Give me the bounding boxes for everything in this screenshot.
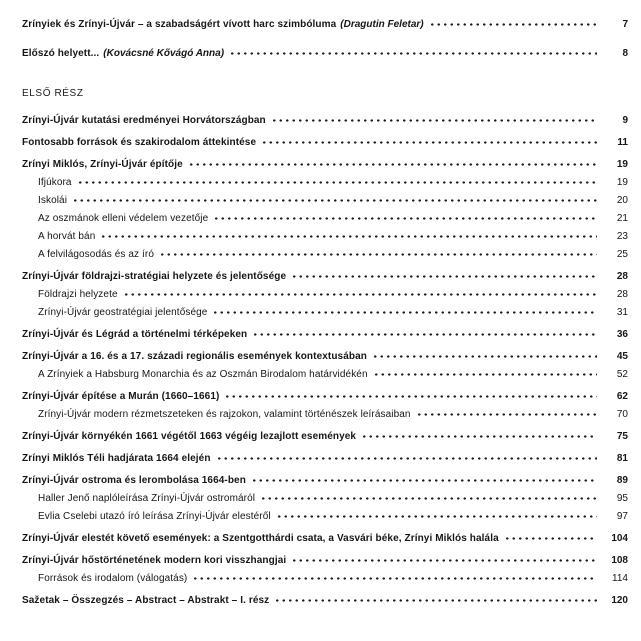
toc-entry-page: 11 <box>617 137 628 148</box>
toc-entry-author: (Dragutin Feletar) <box>340 19 424 30</box>
toc-entry-page: 104 <box>611 533 628 544</box>
toc-entry-title: Evlia Cselebi utazó író leírása Zrínyi-Újvár elestéről <box>38 511 271 522</box>
dot-leader <box>274 593 597 603</box>
toc-entry-title: Zrínyi-Újvár a 16. és a 17. századi regionális események kontextusában <box>22 351 367 362</box>
dot-leader <box>429 17 597 27</box>
toc-entry-page: 89 <box>616 475 628 486</box>
toc-entry-title: Zrínyiek és Zrínyi-Újvár – a szabadságért vívott harc szimbóluma <box>22 19 337 30</box>
toc-entry-page: 31 <box>616 307 628 318</box>
toc-entry-page: 23 <box>616 231 628 242</box>
toc-entry <box>22 428 628 446</box>
toc-entry-title: Zrínyi Miklós Téli hadjárata 1664 elején <box>22 453 211 464</box>
toc-entry <box>22 348 628 366</box>
toc-entry <box>22 210 628 228</box>
dot-leader <box>504 531 597 541</box>
dot-leader <box>416 407 597 417</box>
toc-entry-page: 108 <box>611 555 628 566</box>
toc-entry-page: 20 <box>616 195 628 206</box>
toc-list <box>22 112 628 610</box>
toc-entry-title: A Zrínyiek a Habsburg Monarchia és az Oszmán Birodalom határvidékén <box>38 369 368 380</box>
toc-entry-page: 62 <box>616 391 628 402</box>
dot-leader <box>361 429 597 439</box>
toc-entry-title: A horvát bán <box>38 231 96 242</box>
toc-entry <box>22 174 628 192</box>
dot-leader <box>229 46 597 56</box>
toc-entry-page: 114 <box>612 573 628 584</box>
toc-entry <box>22 530 628 548</box>
toc-entry-page: 7 <box>622 19 628 30</box>
toc-entry <box>22 326 628 344</box>
toc-entry-title: Előszó helyett... <box>22 48 100 59</box>
dot-leader <box>224 389 597 399</box>
dot-leader <box>123 287 597 297</box>
toc-entry-title: Források és irodalom (válogatás) <box>38 573 188 584</box>
toc-entry-page: 28 <box>616 289 628 300</box>
toc-entry-page: 70 <box>616 409 628 420</box>
toc-entry-page: 120 <box>611 595 628 606</box>
toc-entry <box>22 490 628 508</box>
toc-entry <box>22 16 628 34</box>
toc-entry-title: Az oszmánok elleni védelem vezetője <box>38 213 209 224</box>
toc-entry <box>22 388 628 406</box>
toc-entry-title: Zrínyi-Újvár földrajzi-stratégiai helyzete és jelentősége <box>22 271 287 282</box>
toc-entry <box>22 592 628 610</box>
toc-entry-title: Zrínyi-Újvár és Légrád a történelmi térképeken <box>22 329 248 340</box>
toc-entry-page: 19 <box>616 177 628 188</box>
toc-entry-title: Zrínyi-Újvár geostratégiai jelentősége <box>38 307 208 318</box>
toc-entry-title: A felvilágosodás és az író <box>38 249 154 260</box>
dot-leader <box>260 491 597 501</box>
toc-entry-page: 21 <box>616 213 628 224</box>
toc-entry <box>22 228 628 246</box>
toc-entry <box>22 508 628 526</box>
dot-leader <box>188 157 597 167</box>
toc-entry <box>22 112 628 130</box>
dot-leader <box>291 269 597 279</box>
toc-entry-page: 36 <box>616 329 628 340</box>
dot-leader <box>192 571 597 581</box>
dot-leader <box>77 175 597 185</box>
toc-entry <box>22 304 628 322</box>
toc-entry-title: Zrínyi-Újvár kutatási eredményei Horvátországban <box>22 115 266 126</box>
toc-entry-title: Zrínyi-Újvár hőstörténetének modern kori visszhangjai <box>22 555 287 566</box>
dot-leader <box>72 193 597 203</box>
toc-entry-page: 25 <box>616 249 628 260</box>
toc-entry-title: Ifjúkora <box>38 177 72 188</box>
dot-leader <box>276 509 597 519</box>
section-heading: ELSŐ RÉSZ <box>22 88 84 99</box>
dot-leader <box>212 305 597 315</box>
toc-entry-page: 45 <box>616 351 628 362</box>
dot-leader <box>271 113 597 123</box>
toc-entry-page: 75 <box>616 431 628 442</box>
toc-entry <box>22 134 628 152</box>
toc-entry <box>22 570 628 588</box>
dot-leader <box>251 473 597 483</box>
toc-entry-title: Zrínyi Miklós, Zrínyi-Újvár építője <box>22 159 183 170</box>
toc-entry <box>22 156 628 174</box>
toc-entry-title: Zrínyi-Újvár ostroma és lerombolása 1664-ben <box>22 475 246 486</box>
dot-leader <box>216 451 597 461</box>
toc-entry-title: Iskolái <box>38 195 68 206</box>
toc-entry-title: Földrajzi helyzete <box>38 289 118 300</box>
toc-entry-title: Sažetak – Összegzés – Abstract – Abstrakt – I. rész <box>22 595 270 606</box>
toc-entry-page: 97 <box>616 511 628 522</box>
toc-entry <box>22 406 628 424</box>
dot-leader <box>159 247 597 257</box>
toc-front-matter-list <box>22 16 628 63</box>
toc-entry-title: Zrínyi-Újvár modern rézmetszeteken és rajzokon, valamint történészek leírásaiban <box>38 409 411 420</box>
toc-entry <box>22 192 628 210</box>
dot-leader <box>213 211 597 221</box>
toc-entry-page: 19 <box>616 159 628 170</box>
toc-entry <box>22 268 628 286</box>
dot-leader <box>100 229 597 239</box>
toc-entry <box>22 472 628 490</box>
toc-entry-title: Haller Jenő naplóleírása Zrínyi-Újvár ostromáról <box>38 493 256 504</box>
dot-leader <box>373 367 597 377</box>
dot-leader <box>291 553 597 563</box>
toc-entry <box>22 552 628 570</box>
toc-entry-author: (Kovácsné Kővágó Anna) <box>103 48 225 59</box>
toc-entry-title: Zrínyi-Újvár elestét követő események: a Szentgotthárdi csata, a Vasvári béke, Zrínyi Miklós halála <box>22 533 499 544</box>
toc-entry <box>22 246 628 264</box>
toc-entry <box>22 450 628 468</box>
toc-entry-page: 95 <box>616 493 628 504</box>
dot-leader <box>261 135 597 145</box>
toc-entry <box>22 45 628 63</box>
toc-entry-page: 81 <box>616 453 628 464</box>
toc-entry-page: 52 <box>616 369 628 380</box>
dot-leader <box>252 327 597 337</box>
toc-entry <box>22 366 628 384</box>
dot-leader <box>372 349 597 359</box>
toc-entry-page: 8 <box>622 48 628 59</box>
toc-entry <box>22 286 628 304</box>
toc-entry-title: Fontosabb források és szakirodalom áttekintése <box>22 137 257 148</box>
toc-entry-title: Zrínyi-Újvár környékén 1661 végétől 1663 végéig lezajlott események <box>22 431 357 442</box>
toc-entry-page: 28 <box>616 271 628 282</box>
toc-entry-page: 9 <box>622 115 628 126</box>
toc-entry-title: Zrínyi-Újvár építése a Murán (1660–1661) <box>22 391 220 402</box>
